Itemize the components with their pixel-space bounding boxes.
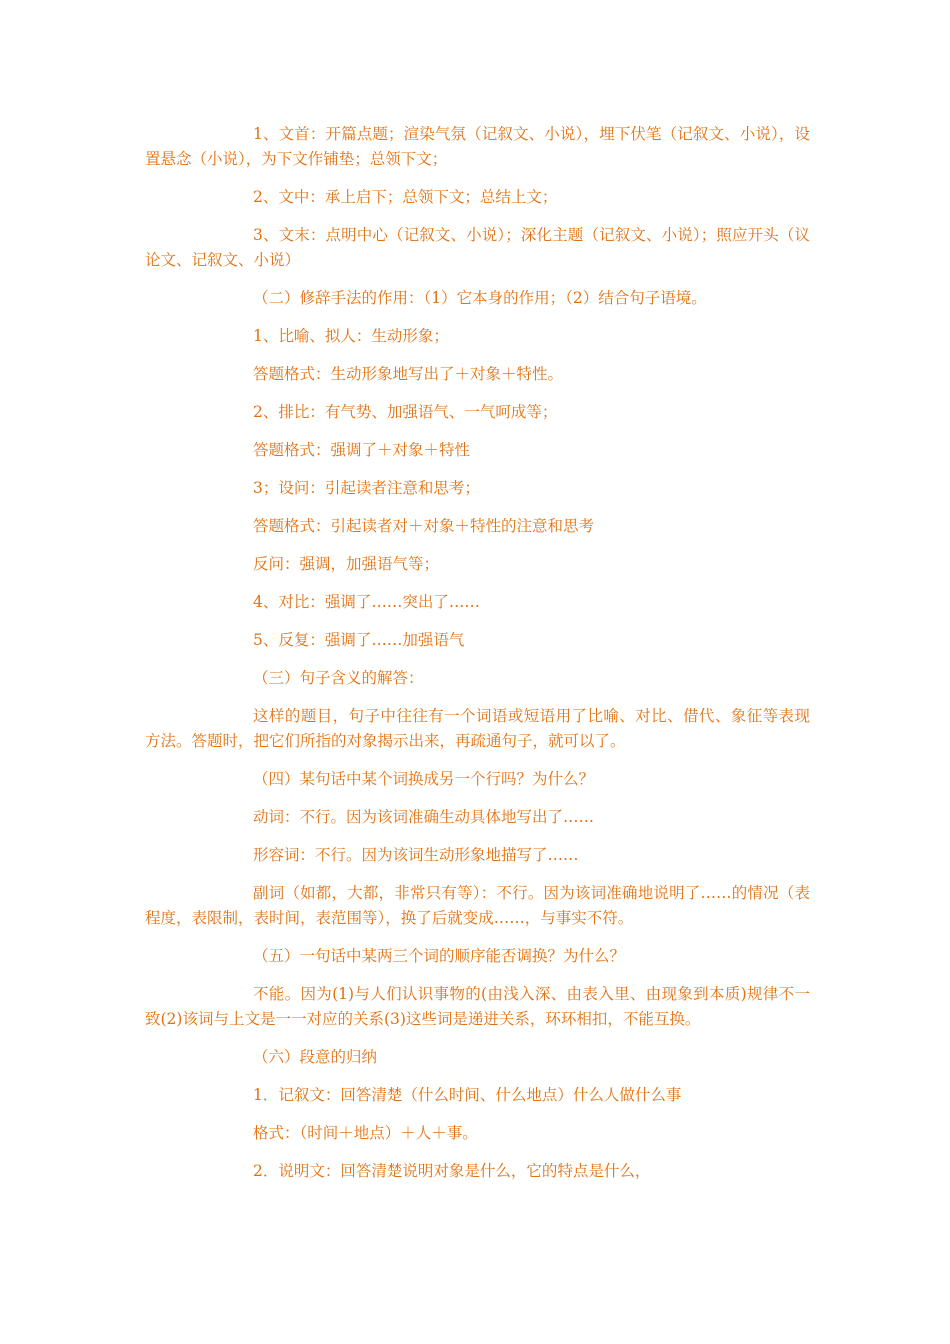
paragraph-25: 2．说明文：回答清楚说明对象是什么，它的特点是什么， bbox=[253, 1162, 651, 1180]
document-body bbox=[145, 122, 810, 1197]
paragraph-3: 3、文末：点明中心（记叙文、小说）；深化主题（记叙文、小说）；照应开头（议论文、记叙文、小说） bbox=[145, 226, 810, 269]
paragraph-11: 反问：强调，加强语气等； bbox=[253, 555, 440, 573]
paragraph-19: 副词（如都，大都，非常只有等）：不行。因为该词准确地说明了……的情况（表程度，表限制，表时间，表范围等），换了后就变成……，与事实不符。 bbox=[145, 884, 810, 927]
section-heading-word-replace: （四）某句话中某个词换成另一个行吗？为什么？ bbox=[253, 770, 595, 788]
paragraph-23: 1．记叙文：回答清楚（什么时间、什么地点）什么人做什么事 bbox=[253, 1086, 682, 1104]
paragraph-24: 格式：（时间＋地点）＋人＋事。 bbox=[253, 1124, 478, 1142]
paragraph-8: 答题格式：强调了＋对象＋特性 bbox=[253, 441, 471, 459]
paragraph-1: 1、文首：开篇点题；渲染气氛（记叙文、小说），埋下伏笔（记叙文、小说），设置悬念（小说），为下文作铺垫；总领下文； bbox=[145, 125, 810, 168]
paragraph-5: 1、比喻、拟人：生动形象； bbox=[253, 327, 449, 345]
section-heading-paragraph-summary: （六）段意的归纳 bbox=[253, 1048, 378, 1066]
section-heading-word-order: （五）一句话中某两三个词的顺序能否调换？为什么？ bbox=[253, 947, 626, 965]
paragraph-18: 形容词：不行。因为该词生动形象地描写了…… bbox=[253, 846, 579, 864]
paragraph-6: 答题格式：生动形象地写出了＋对象＋特性。 bbox=[253, 365, 564, 383]
section-heading-sentence-meaning: （三）句子含义的解答： bbox=[253, 669, 424, 687]
section-heading-rhetoric: （二）修辞手法的作用：（1）它本身的作用；（2）结合句子语境。 bbox=[253, 289, 707, 307]
paragraph-17: 动词：不行。因为该词准确生动具体地写出了…… bbox=[253, 808, 595, 826]
paragraph-9: 3；设问：引起读者注意和思考； bbox=[253, 479, 480, 497]
paragraph-2: 2、文中：承上启下；总领下文；总结上文； bbox=[253, 188, 558, 206]
paragraph-7: 2、排比：有气势、加强语气、一气呵成等； bbox=[253, 403, 558, 421]
paragraph-10: 答题格式：引起读者对＋对象＋特性的注意和思考 bbox=[253, 517, 595, 535]
paragraph-13: 5、反复：强调了……加强语气 bbox=[253, 631, 465, 649]
paragraph-12: 4、对比：强调了……突出了…… bbox=[253, 593, 480, 611]
paragraph-15: 这样的题目，句子中往往有一个词语或短语用了比喻、对比、借代、象征等表现方法。答题时，把它们所指的对象揭示出来，再疏通句子，就可以了。 bbox=[145, 707, 810, 750]
paragraph-21: 不能。因为(1)与人们认识事物的(由浅入深、由表入里、由现象到本质)规律不一致(2)该词与上文是一一对应的关系(3)这些词是递进关系，环环相扣，不能互换。 bbox=[145, 985, 810, 1028]
